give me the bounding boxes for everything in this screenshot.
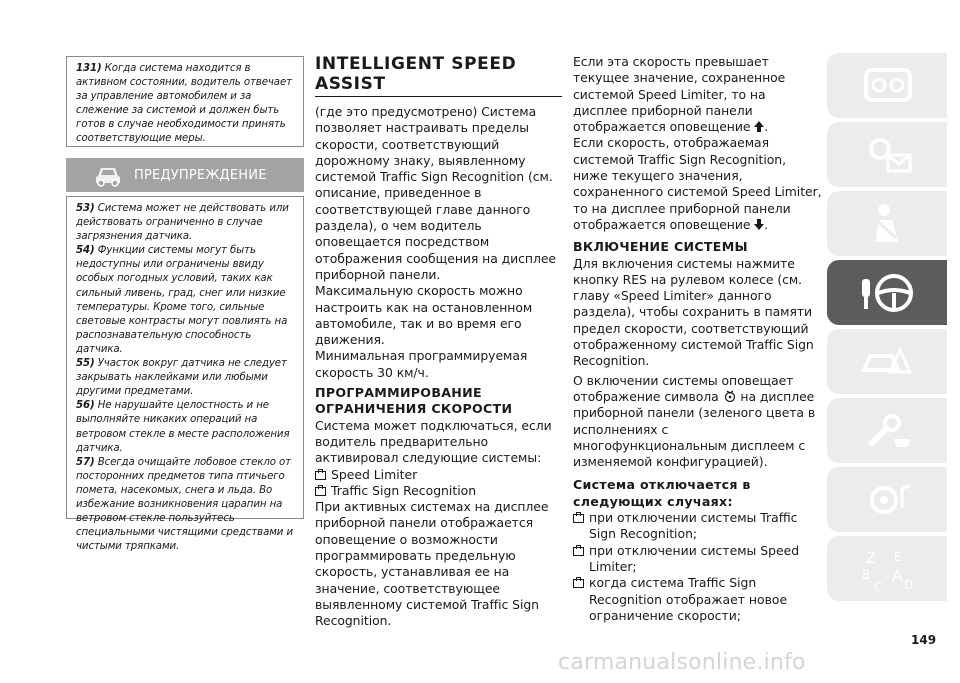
- note-box: [66, 56, 304, 147]
- tab-starting-driving[interactable]: [827, 260, 947, 325]
- right-column: [573, 54, 823, 624]
- seatbelt-person-icon: [852, 198, 922, 250]
- list-item: при отключении системы Traffic Sign Recognition;: [573, 510, 823, 543]
- chapter-tabs: [827, 53, 947, 605]
- car-warning-icon: [92, 162, 124, 188]
- tab-index[interactable]: [827, 536, 947, 601]
- warning-item: 53) Система может не действовать или действовать ограниченно в случае загрязнения датчика.: [76, 203, 289, 243]
- paragraph: (где это предусмотрено) Система позволяет настраивать пределы скорости, соответствующий дорожному знаку, выявленному системой Traffic Sign Recognition (см. описание, приведенное в соответствующей главе данного раздела), о чем водитель оповещается посредством отображения сообщения на дисплее приборной панели.: [315, 104, 556, 282]
- bullet-icon: [573, 547, 584, 556]
- list-item: когда система Traffic Sign Recognition отображает новое ограничение скорости;: [573, 575, 823, 624]
- car-dashboard-icon: [852, 60, 922, 112]
- paragraph: О включении системы оповещает отображение символа на дисплее приборной панели (зеленого цвета в исполнениях с многофункциональным дисплеем с изменяемой конфигурацией).: [573, 372, 816, 470]
- subheading: ПРОГРАММИРОВАНИЕ ОГРАНИЧЕНИЯ СКОРОСТИ: [315, 385, 513, 417]
- tab-maintenance[interactable]: [827, 398, 947, 463]
- bullet-icon: [573, 514, 584, 523]
- bullet-icon: [315, 471, 326, 480]
- svg-text:D: D: [904, 577, 914, 592]
- subheading: ВКЛЮЧЕНИЕ СИСТЕМЫ: [573, 239, 748, 255]
- arrow-up-icon: [754, 121, 764, 132]
- svg-text:Z: Z: [866, 550, 876, 567]
- paragraph: Если скорость, отображаемая системой Traffic Sign Recognition, ниже текущего значения, сохраненного системой Speed Limiter, то на дисплее приборной панели отображается оповещение .: [573, 135, 822, 232]
- svg-text:A: A: [892, 565, 903, 585]
- bullet-icon: [315, 487, 326, 496]
- warning-item: 57) Всегда очищайте лобовое стекло от посторонних предметов типа птичьего помета, насекомых, снега и льда. Во избежание возникновения царапин на ветровом стекле пользуйтесь специальными чистящими средствами и чистыми тряпками.: [76, 456, 293, 553]
- bullet-icon: [573, 579, 584, 588]
- page-number: 149: [911, 633, 937, 647]
- settings-music-icon: [852, 474, 922, 526]
- svg-text:E: E: [894, 549, 902, 564]
- list-item: Traffic Sign Recognition: [315, 483, 565, 499]
- list-item: при отключении системы Speed Limiter;: [573, 543, 823, 576]
- warnings-box: [66, 196, 304, 553]
- paragraph: Для включения системы нажмите кнопку RES на рулевом колесе (см. главу «Speed Limiter» данного раздела), чтобы сохранить в памяти предел скорости, соответствующий отображенному системой Traffic Sign Recognition.: [573, 255, 814, 369]
- tab-emergency[interactable]: [827, 329, 947, 394]
- warning-item: 56) Не нарушайте целостность и не выполняйте никаких операций на ветровом стекле в месте расположения датчика.: [76, 400, 290, 454]
- arrow-down-icon: [754, 219, 764, 230]
- warning-title: ПРЕДУПРЕЖДЕНИЕ: [134, 167, 267, 183]
- tab-safety[interactable]: [827, 191, 947, 256]
- svg-text:B: B: [862, 567, 871, 582]
- speed-assist-symbol-icon: [723, 389, 737, 402]
- tab-warning-lights[interactable]: [827, 122, 947, 187]
- middle-column: [315, 54, 565, 630]
- steering-wheel-key-icon: [852, 267, 922, 319]
- note-ref: 131): [76, 63, 102, 74]
- paragraph: При активных системах на дисплее приборной панели отображается оповещение о возможности программировать предельную скорость, устанавливая ее на значение, соответствующее выявленному системой Traffic Sign Recognition.: [315, 499, 549, 629]
- note-text: Когда система находится в активном состоянии, водитель отвечает за управление автомобилем и за слежение за системой и должен быть готов в случае необходимости принять соответствующие меры.: [76, 63, 292, 145]
- subheading: Система отключается в следующих случаях:: [573, 477, 751, 509]
- warning-item: 54) Функции системы могут быть недоступны или ограничены ввиду особых погодных условий, таких как сильный ливень, град, снег или низкие температуры. Кроме того, сильные световые контрасты могут повлиять на распознавательную способность датчика.: [76, 245, 288, 355]
- car-accident-icon: [852, 336, 922, 388]
- tab-technical-data[interactable]: [827, 467, 947, 532]
- warning-lights-envelope-icon: [852, 129, 922, 181]
- list-item: Speed Limiter: [315, 467, 565, 483]
- alphabet-index-icon: [852, 543, 922, 595]
- paragraph: Максимальную скорость можно настроить как на остановленном автомобиле, так и во время его движения.: [315, 283, 533, 348]
- wrench-car-icon: [852, 405, 922, 457]
- watermark: carmanualsonline.info: [558, 650, 806, 675]
- paragraph: Если эта скорость превышает текущее значение, сохраненное системой Speed Limiter, то на дисплее приборной панели отображается оповещение .: [573, 54, 786, 135]
- tab-dashboard[interactable]: [827, 53, 947, 118]
- title-rule: [315, 96, 562, 97]
- paragraph: Минимальная программируемая скорость 30 км/ч.: [315, 348, 528, 380]
- warning-item: 55) Участок вокруг датчика не следует закрывать наклейками или любыми другими предметами.: [76, 358, 287, 398]
- svg-text:C: C: [874, 579, 883, 594]
- warning-header: [66, 158, 304, 192]
- section-title: INTELLIGENT SPEED ASSIST: [315, 54, 517, 94]
- paragraph: Система может подключаться, если водитель предварительно активировал следующие системы:: [315, 417, 552, 466]
